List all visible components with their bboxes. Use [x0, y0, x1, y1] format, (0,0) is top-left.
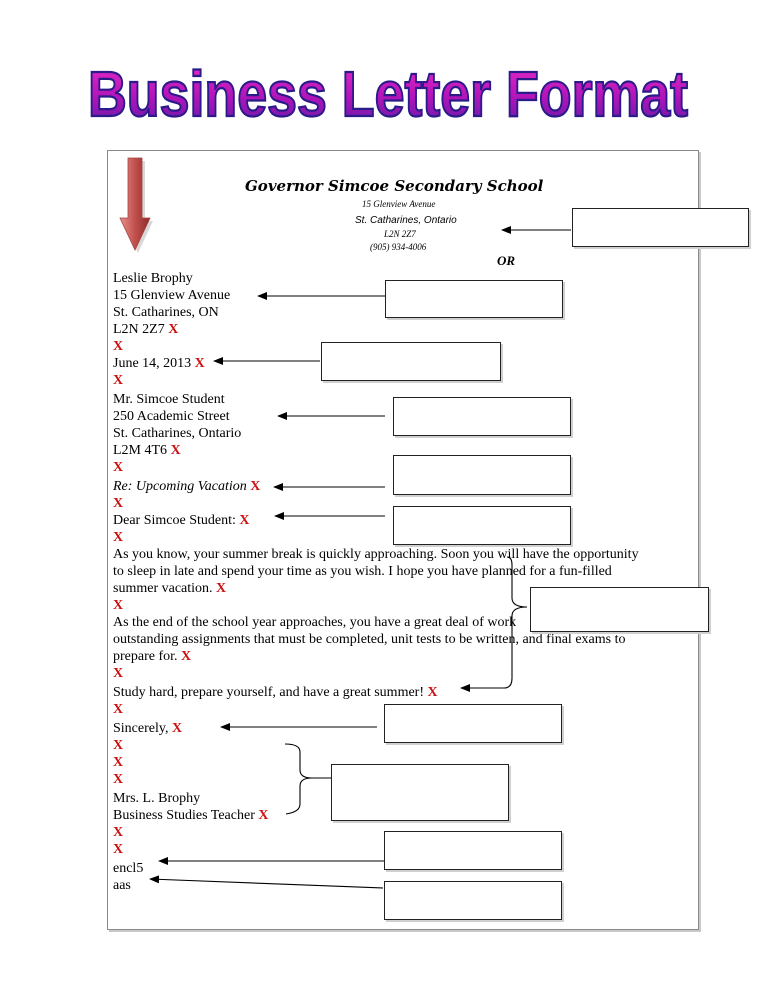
paragraph-2-line-2: outstanding assignments that must be completed, unit tests to be written, and final exams to [113, 632, 626, 647]
signer-title: Business Studies Teacher [113, 808, 255, 823]
line-marker: X [216, 581, 227, 596]
title-text: Business Letter Format [88, 58, 688, 130]
paragraph-3-text: Study hard, prepare yourself, and have a great summer! [113, 685, 424, 700]
enclosure-notation: encl5 [113, 861, 144, 876]
label-box-closing[interactable] [384, 704, 562, 743]
blank-line-marker: X [113, 842, 124, 857]
label-box-body[interactable] [530, 587, 709, 632]
recipient-postal-line [113, 442, 181, 459]
line-marker: X [258, 808, 269, 823]
paragraph-1-line-3 [113, 580, 226, 597]
label-box-letterhead[interactable] [572, 208, 749, 247]
recipient-name: Mr. Simcoe Student [113, 392, 225, 407]
recipient-city: St. Catharines, Ontario [113, 426, 242, 441]
blank-line-marker: X [113, 702, 124, 717]
paragraph-2-line-1: As the end of the school year approaches, you have a great deal of work [113, 615, 517, 630]
or-label: OR [497, 253, 516, 268]
label-box-salutation[interactable] [393, 506, 571, 545]
line-marker: X [427, 685, 438, 700]
line-marker: X [250, 479, 261, 494]
label-box-enclosure[interactable] [384, 831, 562, 870]
label-box-inside-address[interactable] [393, 397, 571, 436]
label-box-date[interactable] [321, 342, 501, 381]
letterhead-school: Governor Simcoe Secondary School [245, 177, 544, 195]
closing: Sincerely, [113, 721, 169, 736]
blank-line-marker: X [113, 496, 124, 511]
subject-text: Re: Upcoming Vacation [113, 479, 247, 494]
line-marker: X [239, 513, 250, 528]
signer-name: Mrs. L. Brophy [113, 791, 201, 806]
label-box-subject[interactable] [393, 455, 571, 495]
sender-postal-line [113, 321, 178, 338]
line-marker: X [171, 721, 183, 736]
paragraph-1-line-2: to sleep in late and spend your time as you wish. I hope you have planned for a fun-filled [113, 564, 612, 579]
blank-line-marker: X [113, 598, 124, 613]
sender-street: 15 Glenview Avenue [113, 288, 231, 303]
date-line [113, 355, 205, 372]
blank-line-marker: X [113, 755, 124, 770]
label-box-signature[interactable] [331, 764, 509, 821]
sender-name: Leslie Brophy [113, 271, 193, 286]
recipient-street: 250 Academic Street [113, 409, 230, 424]
label-box-initials[interactable] [384, 881, 562, 920]
signer-title-line [113, 807, 268, 824]
recipient-postal: L2M 4T6 [113, 443, 168, 458]
blank-line-marker: X [113, 738, 124, 753]
blank-line-marker: X [113, 373, 124, 388]
salutation-line [113, 512, 250, 529]
blank-line-marker: X [113, 666, 124, 681]
line-marker: X [168, 322, 179, 337]
paragraph-2-line-3 [113, 648, 191, 665]
sender-postal: L2N 2Z7 [113, 322, 165, 337]
subject-line [113, 478, 260, 495]
letterhead-city: St. Catharines, Ontario [355, 215, 457, 226]
page-title [78, 50, 698, 130]
closing-line [113, 720, 182, 737]
paragraph-1-line-1: As you know, your summer break is quickly approaching. Soon you will have the opportunity [113, 547, 639, 562]
paragraph-2-end: prepare for. [113, 649, 178, 664]
line-marker: X [170, 443, 181, 458]
salutation: Dear Simcoe Student: [113, 513, 236, 528]
blank-line-marker: X [113, 825, 124, 840]
reference-initials: aas [113, 878, 131, 893]
letterhead-postal: L2N 2Z7 [384, 229, 416, 239]
blank-line-marker: X [113, 339, 124, 354]
line-marker: X [194, 356, 205, 371]
sender-city: St. Catharines, ON [113, 305, 219, 320]
blank-line-marker: X [113, 772, 124, 787]
letterhead-street: 15 Glenview Avenue [362, 199, 436, 209]
line-marker: X [181, 649, 192, 664]
blank-line-marker: X [113, 530, 124, 545]
label-box-sender-address[interactable] [385, 280, 563, 318]
paragraph-1-end: summer vacation. [113, 581, 213, 596]
letter-date: June 14, 2013 [113, 356, 192, 371]
paragraph-3 [113, 684, 438, 701]
blank-line-marker: X [113, 460, 124, 475]
letterhead-phone: (905) 934-4006 [370, 242, 427, 252]
